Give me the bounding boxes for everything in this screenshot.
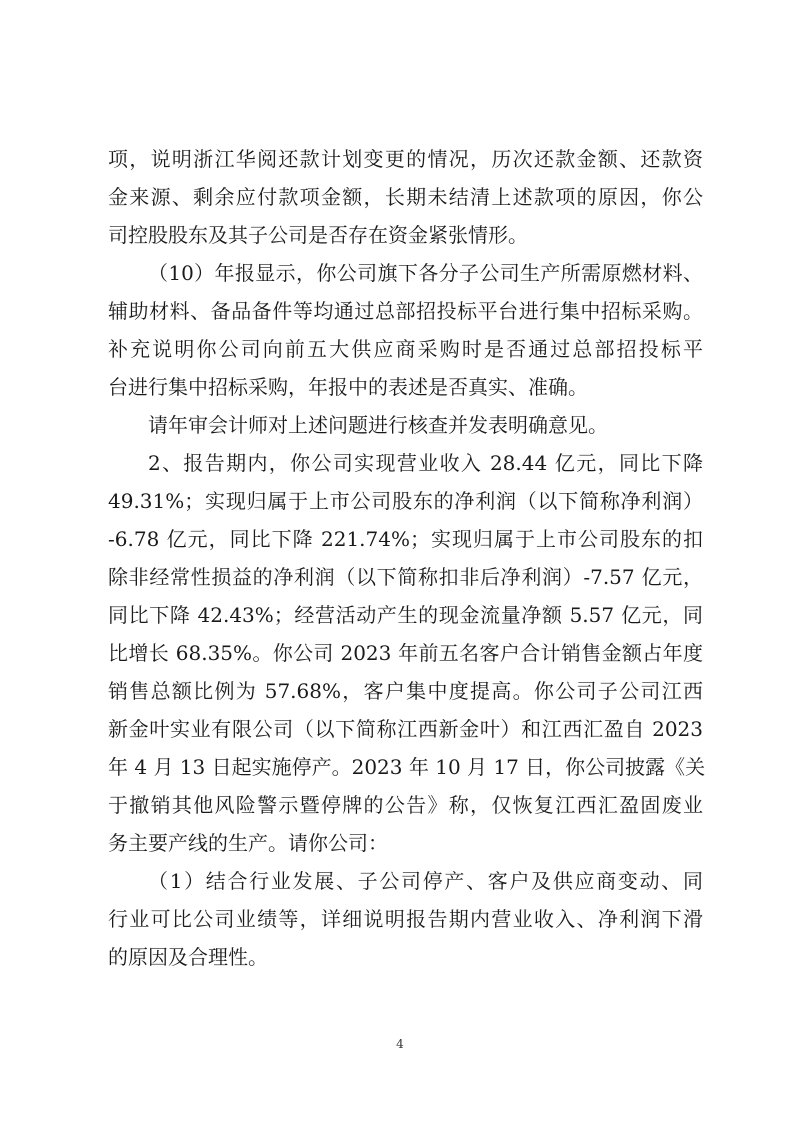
text-line: 销售总额比例为 57.68%，客户集中度提高。你公司子公司江西 [108, 679, 703, 703]
text-line: -6.78 亿元，同比下降 221.74%；实现归属于上市公司股东的扣 [108, 527, 703, 551]
text-line: 务主要产线的生产。请你公司： [108, 831, 388, 855]
text-line: 2、报告期内，你公司实现营业收入 28.44 亿元，同比下降 [148, 451, 703, 475]
text-line: （1）结合行业发展、子公司停产、客户及供应商变动、同 [148, 869, 703, 893]
document-body [108, 140, 706, 976]
text-line: 于撤销其他风险警示暨停牌的公告》称，仅恢复江西汇盈固废业 [108, 793, 703, 817]
text-line: 金来源、剩余应付款项金额，长期未结清上述款项的原因，你公 [108, 185, 703, 209]
text-line: 辅助材料、备品备件等均通过总部招投标平台进行集中招标采购。 [108, 299, 703, 323]
text-line: 同比下降 42.43%；经营活动产生的现金流量净额 5.57 亿元，同 [108, 603, 703, 627]
page-number: 4 [396, 1037, 404, 1051]
text-line: 行业可比公司业绩等，详细说明报告期内营业收入、净利润下滑 [108, 907, 703, 931]
text-line: 补充说明你公司向前五大供应商采购时是否通过总部招投标平 [108, 337, 703, 361]
text-line: 除非经常性损益的净利润（以下简称扣非后净利润）-7.57 亿元， [108, 565, 703, 589]
text-line: 比增长 68.35%。你公司 2023 年前五名客户合计销售金额占年度 [108, 641, 703, 665]
text-line: 的原因及合理性。 [108, 945, 268, 969]
text-line: 49.31%；实现归属于上市公司股东的净利润（以下简称净利润） [108, 489, 703, 513]
text-line: 台进行集中招标采购，年报中的表述是否真实、准确。 [108, 375, 588, 399]
text-line: 新金叶实业有限公司（以下简称江西新金叶）和江西汇盈自 2023 [108, 717, 703, 741]
text-line: 项，说明浙江华阅还款计划变更的情况，历次还款金额、还款资 [108, 147, 703, 171]
text-line: 请年审会计师对上述问题进行核查并发表明确意见。 [148, 413, 608, 437]
text-line: 年 4 月 13 日起实施停产。2023 年 10 月 17 日，你公司披露《关 [108, 755, 706, 779]
text-line: 司控股股东及其子公司是否存在资金紧张情形。 [108, 223, 528, 247]
text-line: （10）年报显示，你公司旗下各分子公司生产所需原燃材料、 [148, 261, 703, 285]
